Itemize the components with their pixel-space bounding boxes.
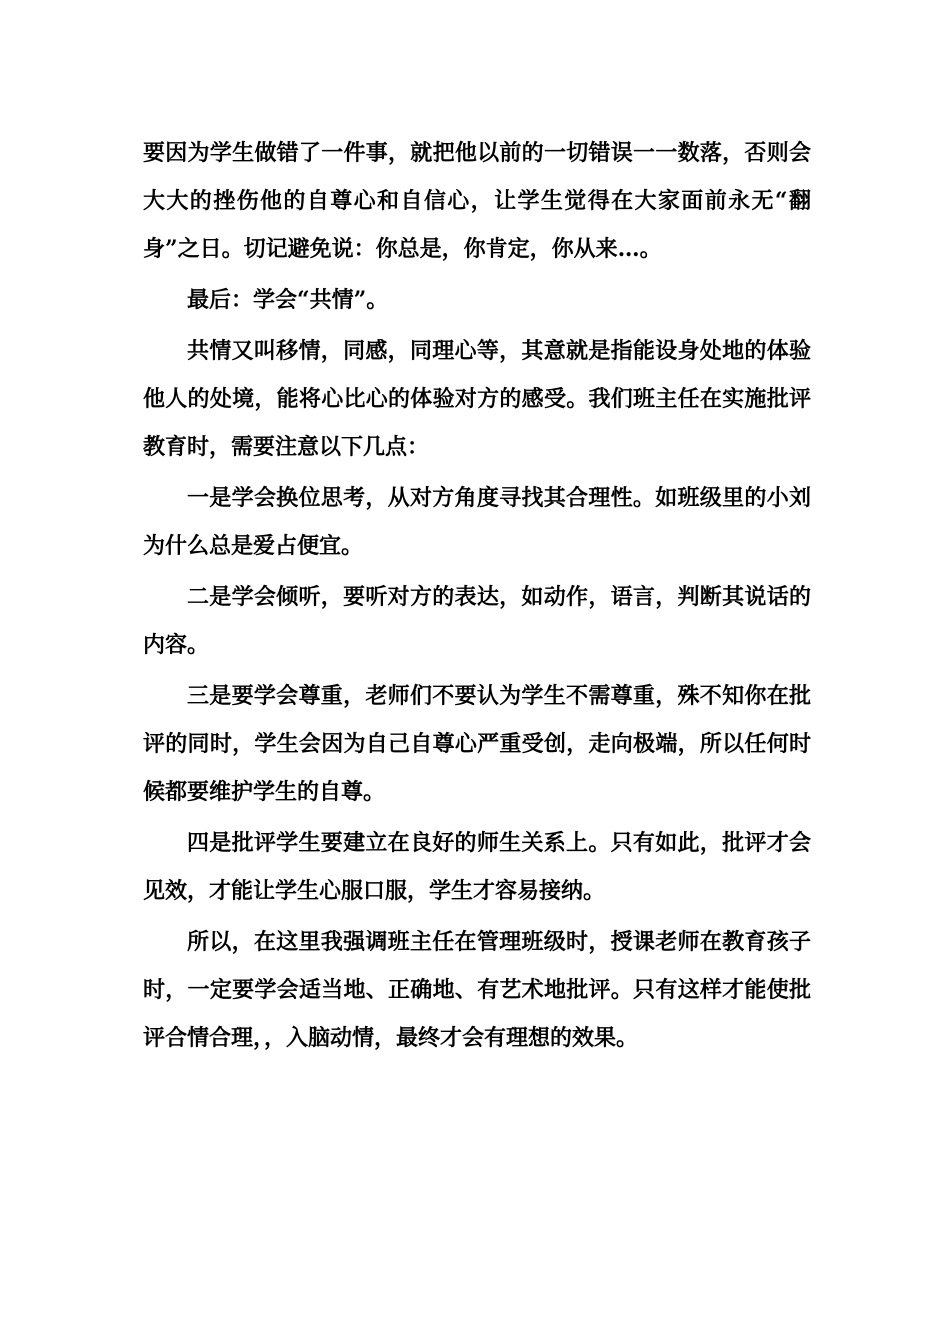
document-body	[143, 129, 811, 1065]
paragraph-conclusion: 所以，在这里我强调班主任在管理班级时，授课老师在教育孩子时，一定要学会适当地、正确地、有艺术地批评。只有这样才能使批评合情合理，，入脑动情，最终才会有理想的效果。	[143, 929, 811, 1051]
paragraph-point-four: 四是批评学生要建立在良好的师生关系上。只有如此，批评才会见效，才能让学生心服口服，学生才容易接纳。	[143, 830, 811, 904]
paragraph-point-one: 一是学会换位思考，从对方角度寻找其合理性。如班级里的小刘为什么总是爱占便宜。	[143, 485, 811, 559]
paragraph-point-two: 二是学会倾听，要听对方的表达，如动作，语言，判断其说话的内容。	[143, 584, 811, 658]
paragraph-section-heading: 最后：学会“共情”。	[187, 287, 389, 313]
paragraph-point-three: 三是要学会尊重，老师们不要认为学生不需尊重，殊不知你在批评的同时，学生会因为自己自尊心严重受创，走向极端，所以任何时候都要维护学生的自尊。	[143, 683, 811, 805]
paragraph-empathy-definition: 共情又叫移情，同感，同理心等，其意就是指能设身处地的体验他人的处境，能将心比心的体验对方的感受。我们班主任在实施批评教育时，需要注意以下几点：	[143, 338, 811, 460]
paragraph-continuation: 要因为学生做错了一件事，就把他以前的一切错误一一数落，否则会大大的挫伤他的自尊心和自信心，让学生觉得在大家面前永无“翻身”之日。切记避免说：你总是，你肯定，你从来…。	[143, 140, 811, 262]
